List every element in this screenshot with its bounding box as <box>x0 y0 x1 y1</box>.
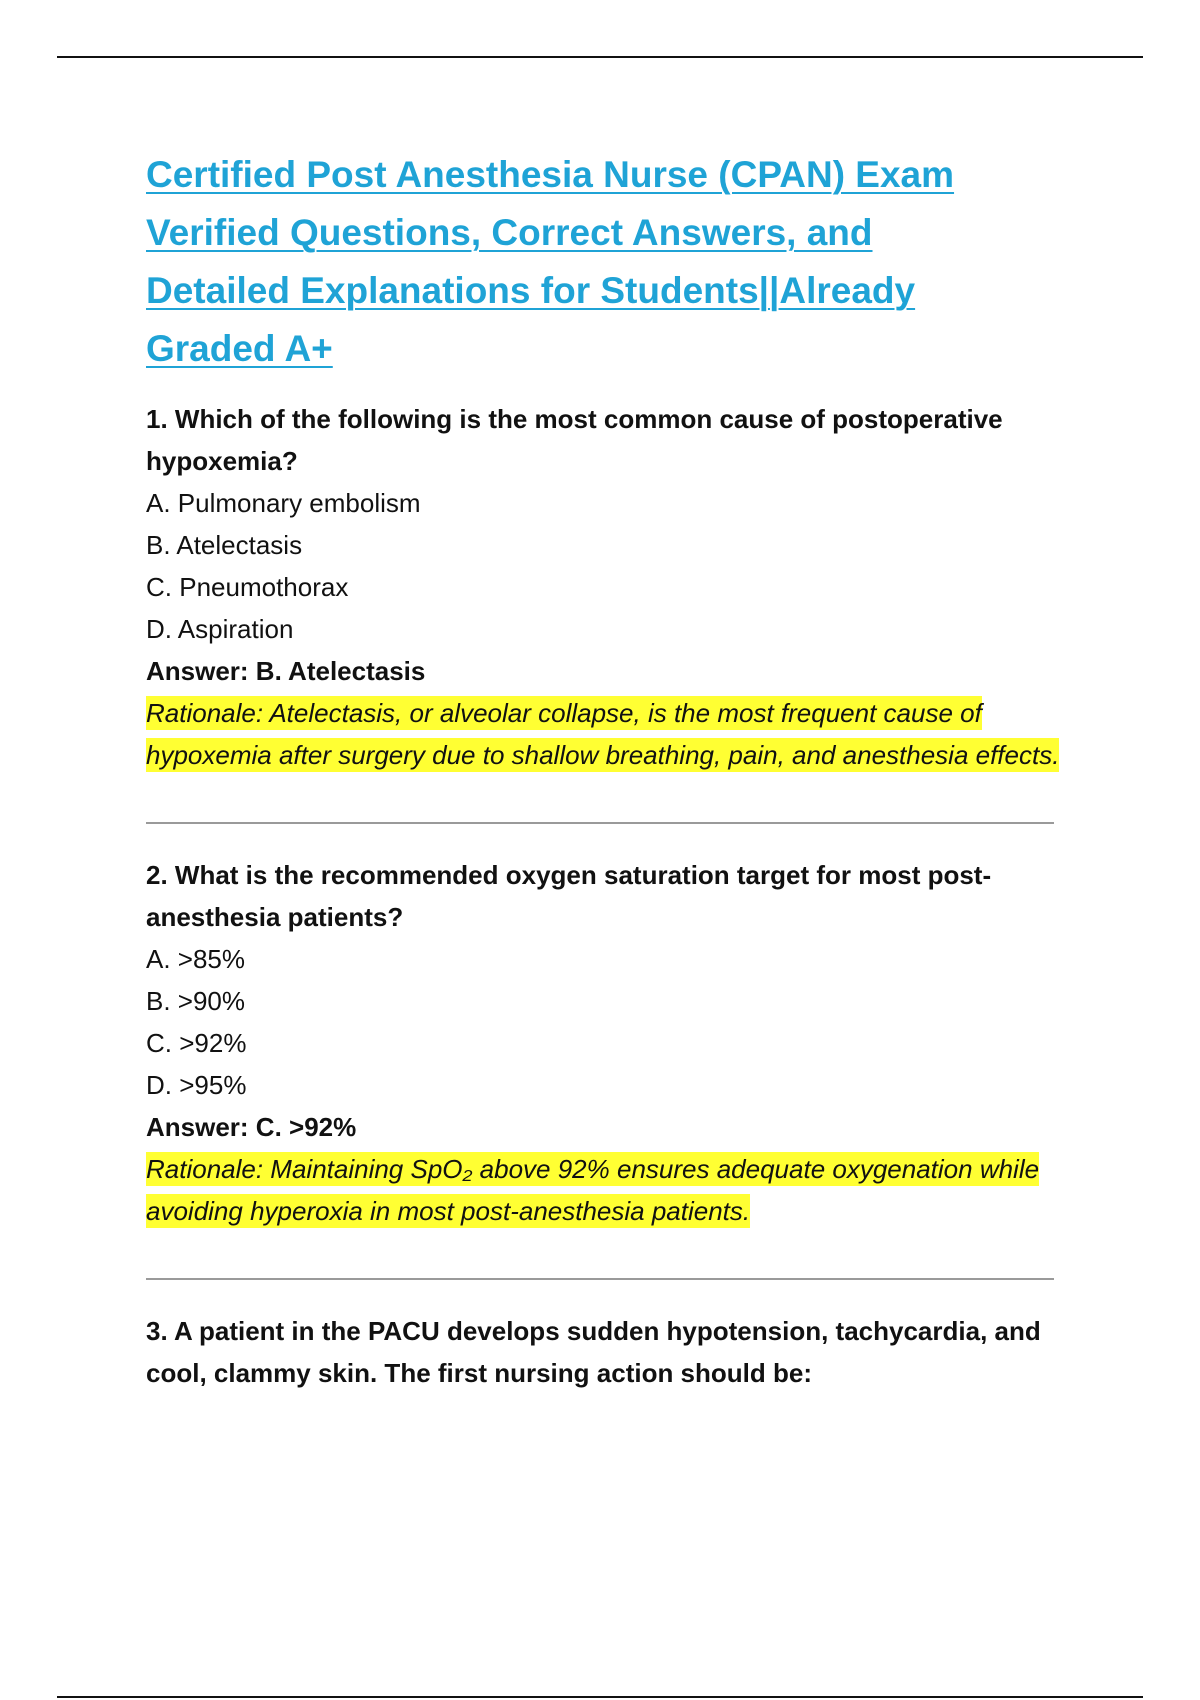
answer-text: Answer: B. Atelectasis <box>146 656 426 686</box>
rationale-text <box>146 692 1066 776</box>
rationale-highlight: Rationale: Atelectasis, or alveolar collapse, is the most frequent cause of hypoxemia after surgery due to shallow breathing, pain, and anesthesia effects. <box>146 698 1060 770</box>
question-separator <box>146 1278 1054 1280</box>
rationale-text <box>146 1148 1066 1232</box>
question-2 <box>146 854 1066 1232</box>
option-a: A. Pulmonary embolism <box>146 488 421 518</box>
option-b: B. Atelectasis <box>146 530 303 560</box>
answer-text: Answer: C. >92% <box>146 1112 357 1142</box>
question-text: 2. What is the recommended oxygen saturation target for most post-anesthesia patients? <box>146 860 992 932</box>
question-1 <box>146 398 1066 776</box>
header-rule <box>57 56 1143 58</box>
footer-rule <box>57 1696 1143 1698</box>
option-a: A. >85% <box>146 944 246 974</box>
question-text: 3. A patient in the PACU develops sudden hypotension, tachycardia, and cool, clammy skin. The first nursing action should be: <box>146 1316 1041 1388</box>
option-d: D. Aspiration <box>146 614 294 644</box>
rationale-highlight: Rationale: Maintaining SpO₂ above 92% ensures adequate oxygenation while avoiding hyperoxia in most post-anesthesia patients. <box>146 1154 1040 1226</box>
option-c: C. >92% <box>146 1028 247 1058</box>
option-d: D. >95% <box>146 1070 247 1100</box>
question-3 <box>146 1310 1066 1394</box>
option-b: B. >90% <box>146 986 246 1016</box>
document-title-link[interactable]: Certified Post Anesthesia Nurse (CPAN) Exam Verified Questions, Correct Answers, and Detailed Explanations for Students||Already Graded A+ <box>146 154 955 369</box>
option-c: C. Pneumothorax <box>146 572 349 602</box>
question-separator <box>146 822 1054 824</box>
document-body <box>146 146 1066 1394</box>
question-text: 1. Which of the following is the most common cause of postoperative hypoxemia? <box>146 404 1003 476</box>
